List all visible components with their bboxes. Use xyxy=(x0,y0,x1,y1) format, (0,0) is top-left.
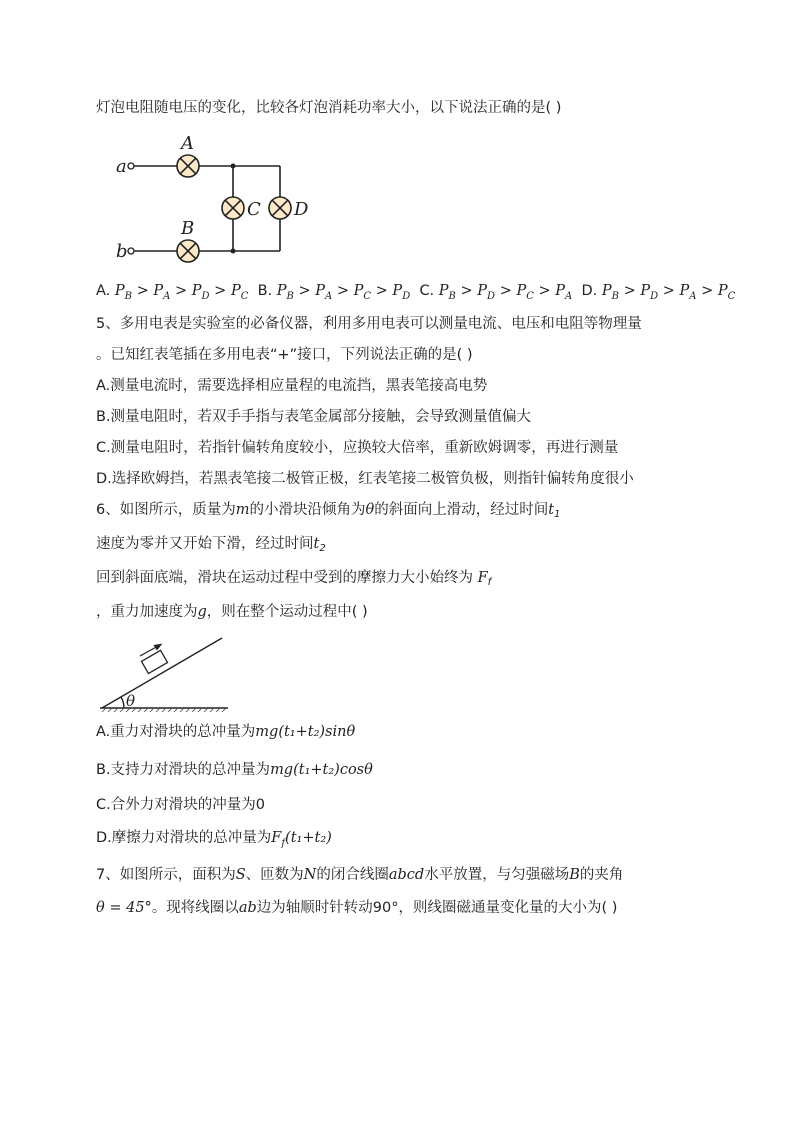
q6-line1-a: 6、如图所示，质量为 xyxy=(96,502,236,518)
label-lamp-d: D xyxy=(294,199,309,220)
q6-line3-text: 回到斜面底端，滑块在运动过程中受到的摩擦力大小始终为 xyxy=(96,570,473,586)
q5-option-c: C.测量电阻时，若指针偏转角度较小，应换较大倍率，重新欧姆调零，再进行测量 xyxy=(96,440,619,456)
q6-line2 xyxy=(96,534,326,559)
q6-option-b-text: B.支持力对滑块的总冲量为 xyxy=(96,762,271,778)
q4-option-a-label: A. xyxy=(96,283,111,299)
q4-option-c-math: $P_B > P_D > P_C > P_A$ xyxy=(438,283,573,302)
terminal-a xyxy=(128,163,134,169)
q7-line1-d: 水平放置，与匀强磁场 xyxy=(424,867,570,883)
q7-line2 xyxy=(96,898,617,918)
q6-option-d-math: $F_f(t_1+t_2)$ xyxy=(271,830,332,849)
q5-line1: 5、多用电表是实验室的必备仪器，利用多用电表可以测量电流、电压和电阻等物理量 xyxy=(96,316,642,332)
lamp-a-icon xyxy=(177,155,199,177)
q4-circuit-diagram xyxy=(110,130,330,265)
q7-line1-e: 的夹角 xyxy=(579,867,624,883)
q6-incline-diagram xyxy=(98,634,238,714)
q6-var-g: g xyxy=(197,604,207,620)
q6-line4 xyxy=(96,602,368,622)
label-lamp-c: C xyxy=(247,199,261,220)
q6-line2-text: 速度为零并又开始下滑，经过时间 xyxy=(96,536,314,552)
q6-line1-c: 的斜面向上滑动，经过时间 xyxy=(374,502,549,518)
figure-theta-label: θ xyxy=(126,692,136,710)
q6-option-a xyxy=(96,722,355,742)
junction-bottom xyxy=(231,249,236,254)
q7-var-abcd: abcd xyxy=(388,867,425,883)
q5-option-a: A.测量电流时，需要选择相应量程的电流挡，黑表笔接高电势 xyxy=(96,378,488,394)
q6-var-t2: t xyxy=(313,536,320,552)
q6-line1-b: 的小滑块沿倾角为 xyxy=(249,502,366,518)
q6-option-a-math: mg(t₁+t₂)sinθ xyxy=(255,724,356,740)
q6-option-d-text: D.摩擦力对滑块的总冲量为 xyxy=(96,830,272,846)
q4-option-c-label: C. xyxy=(419,283,435,299)
q7-line1 xyxy=(96,865,623,885)
q6-var-Ff-sub: f xyxy=(487,577,492,588)
q6-option-c: C.合外力对滑块的冲量为0 xyxy=(96,797,265,813)
label-lamp-b: B xyxy=(181,218,195,239)
label-terminal-b: b xyxy=(116,241,128,262)
q6-var-t1: t xyxy=(548,502,555,518)
q4-option-d-label: D. xyxy=(581,283,598,299)
label-lamp-a: A xyxy=(181,133,194,154)
q7-var-S: S xyxy=(235,867,246,883)
label-terminal-a: a xyxy=(116,156,127,177)
incline-slope xyxy=(102,638,222,708)
q7-line1-b: 、匝数为 xyxy=(245,867,304,883)
q5-option-d: D.选择欧姆挡，若黑表笔接二极管正极，红表笔接二极管负极，则指针偏转角度很小 xyxy=(96,471,634,487)
q6-var-m: m xyxy=(235,502,250,518)
q4-option-b-label: B. xyxy=(257,283,273,299)
lamp-b-icon xyxy=(177,240,199,262)
q4-options xyxy=(96,281,735,307)
q6-line4-a: ，重力加速度为 xyxy=(96,604,198,620)
q5-option-b: B.测量电阻时，若双手手指与表笔金属部分接触，会导致测量值偏大 xyxy=(96,409,532,425)
angle-arc xyxy=(121,697,124,708)
q6-line4-b: ，则在整个运动过程中( ) xyxy=(206,604,368,620)
q6-option-d xyxy=(96,828,332,854)
q7-var-N: N xyxy=(303,867,317,883)
q6-option-a-text: A.重力对滑块的总冲量为 xyxy=(96,724,256,740)
q6-line1 xyxy=(96,500,560,525)
q7-line1-c: 的闭合线圈 xyxy=(316,867,389,883)
sliding-block xyxy=(141,650,167,673)
q7-line2-b: 边为轴顺时针转动90°，则线圈磁通量变化量的大小为( ) xyxy=(256,900,618,916)
q4-option-b-math: $P_B > P_A > P_C > P_D$ xyxy=(276,283,411,302)
junction-top xyxy=(231,164,236,169)
q7-var-B: B xyxy=(569,867,580,883)
lamp-c-icon xyxy=(222,197,244,219)
q6-var-t1-sub: 1 xyxy=(554,509,561,520)
q7-line1-a: 7、如图所示，面积为 xyxy=(96,867,236,883)
q4-option-d-math: $P_B > P_D > P_A > P_C$ xyxy=(601,283,736,302)
q4-stem: 灯泡电阻随电压的变化，比较各灯泡消耗功率大小，以下说法正确的是( ) xyxy=(96,100,562,116)
q6-var-t2-sub: 2 xyxy=(319,543,326,554)
q5-line2: 。已知红表笔插在多用电表“+”接口，下列说法正确的是( ) xyxy=(96,347,473,363)
q6-option-b-math: mg(t₁+t₂)cosθ xyxy=(270,762,373,778)
q6-line3 xyxy=(96,568,491,593)
q4-option-a-math: $P_B > P_A > P_D > P_C$ xyxy=(114,283,249,302)
q6-var-Ff: F xyxy=(477,570,488,586)
lamp-d-icon xyxy=(269,197,291,219)
q7-line2-math: θ = 45° xyxy=(96,900,152,916)
q7-var-ab: ab xyxy=(238,900,257,916)
q7-line2-a: 。现将线圈以 xyxy=(151,900,239,916)
q6-option-b xyxy=(96,760,373,780)
q6-var-theta: θ xyxy=(365,502,375,518)
terminal-b xyxy=(128,248,134,254)
